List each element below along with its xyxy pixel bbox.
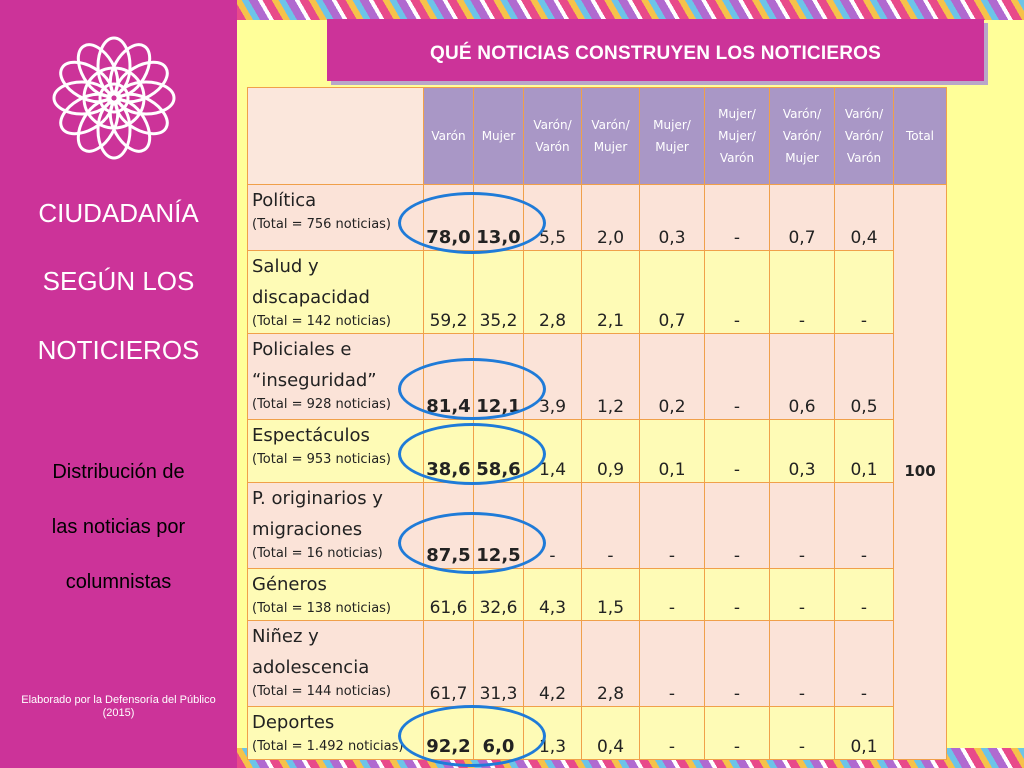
side-subtitle-line-2: las noticias por	[51, 516, 186, 538]
credit-line-2: (2015)	[102, 707, 135, 719]
column-header-line: Mujer	[593, 140, 628, 154]
category-cell	[248, 707, 424, 760]
value-cell: -	[640, 707, 705, 760]
column-header-line: Mujer	[655, 140, 689, 154]
category-total: (Total = 1.492 noticias)	[252, 739, 404, 754]
value-cell: 0,4	[582, 707, 640, 760]
decorative-pattern-top	[237, 0, 1024, 20]
category-cell	[248, 185, 424, 251]
value-cell: 0,4	[835, 185, 894, 251]
value-cell: 5,5	[524, 185, 582, 251]
category-total: (Total = 142 noticias)	[252, 314, 392, 329]
category-cell	[248, 334, 424, 420]
value-cell: 0,1	[640, 420, 705, 483]
value-cell: 1,3	[524, 707, 582, 760]
value-cell: 0,3	[640, 185, 705, 251]
category-name: Política	[252, 190, 317, 211]
table-row	[248, 420, 947, 483]
value-cell: -	[640, 483, 705, 569]
value-cell: -	[770, 569, 835, 621]
value-cell: 35,2	[474, 251, 524, 334]
category-name: Géneros	[252, 574, 327, 595]
category-name: Salud y discapacidad	[252, 256, 370, 308]
table-body	[248, 185, 947, 760]
column-header-line: Mujer/	[653, 118, 691, 132]
value-cell: 4,2	[524, 621, 582, 707]
total-cell: 100	[894, 185, 947, 760]
value-cell: 0,9	[582, 420, 640, 483]
column-header	[894, 88, 947, 185]
table-row	[248, 334, 947, 420]
column-header-line: Mujer	[785, 151, 819, 165]
value-cell: 12,5	[474, 483, 524, 569]
column-header	[640, 88, 705, 185]
category-total: (Total = 756 noticias)	[252, 217, 392, 232]
value-cell: 61,6	[424, 569, 474, 621]
value-cell: 6,0	[474, 707, 524, 760]
value-cell: 0,7	[770, 185, 835, 251]
value-cell: -	[835, 621, 894, 707]
column-header-line: Mujer/	[718, 107, 756, 121]
value-cell: 58,6	[474, 420, 524, 483]
value-cell: 2,8	[524, 251, 582, 334]
category-name: Espectáculos	[252, 425, 370, 446]
table-row	[248, 483, 947, 569]
side-title-line-1: CIUDADANÍA	[38, 198, 199, 228]
value-cell: -	[582, 483, 640, 569]
column-header	[524, 88, 582, 185]
column-header-line: Mujer/	[718, 129, 756, 143]
value-cell: -	[705, 707, 770, 760]
category-name: P. originarios y migraciones	[252, 488, 383, 540]
column-header-line: Varón	[719, 151, 755, 165]
value-cell: 0,7	[640, 251, 705, 334]
value-cell: -	[835, 483, 894, 569]
value-cell: -	[705, 569, 770, 621]
category-name: Policiales e “inseguridad”	[252, 339, 377, 391]
value-cell: 31,3	[474, 621, 524, 707]
value-cell: -	[770, 483, 835, 569]
category-total: (Total = 928 noticias)	[252, 397, 392, 412]
category-name: Deportes	[252, 712, 335, 733]
value-cell: -	[524, 483, 582, 569]
value-cell: 12,1	[474, 334, 524, 420]
side-subtitle-line-3: columnistas	[65, 571, 172, 593]
category-total: (Total = 138 noticias)	[252, 601, 392, 616]
value-cell: -	[705, 621, 770, 707]
category-cell	[248, 569, 424, 621]
value-cell: 92,2	[424, 707, 474, 760]
column-header	[474, 88, 524, 185]
column-header	[770, 88, 835, 185]
value-cell: -	[705, 483, 770, 569]
table-row	[248, 251, 947, 334]
column-header-line: Varón/	[782, 107, 822, 121]
value-cell: 0,6	[770, 334, 835, 420]
news-distribution-table	[247, 87, 947, 760]
value-cell: -	[705, 334, 770, 420]
column-header-line: Varón	[431, 129, 466, 143]
page-title: QUÉ NOTICIAS CONSTRUYEN LOS NOTICIEROS	[430, 43, 881, 64]
column-header-line: Varón	[535, 140, 570, 154]
value-cell: -	[705, 420, 770, 483]
flower-logo-icon	[52, 36, 176, 160]
value-cell: -	[770, 251, 835, 334]
value-cell: -	[705, 185, 770, 251]
header-banner	[327, 19, 984, 81]
column-header-line: Varón	[846, 151, 882, 165]
value-cell: 1,5	[582, 569, 640, 621]
table-corner-cell	[248, 88, 424, 185]
value-cell: 81,4	[424, 334, 474, 420]
category-cell	[248, 420, 424, 483]
data-table-wrapper	[247, 87, 946, 757]
side-subtitle-line-1: Distribución de	[52, 461, 185, 483]
column-header-line: Varón/	[844, 129, 884, 143]
value-cell: 0,5	[835, 334, 894, 420]
value-cell: 87,5	[424, 483, 474, 569]
value-cell: 2,8	[582, 621, 640, 707]
column-header-line: Mujer	[481, 129, 516, 143]
value-cell: -	[705, 251, 770, 334]
value-cell: 1,2	[582, 334, 640, 420]
column-header-line: Varón/	[591, 118, 630, 132]
category-total: (Total = 953 noticias)	[252, 452, 392, 467]
value-cell: -	[835, 251, 894, 334]
side-title-line-2: SEGÚN LOS	[42, 266, 195, 296]
table-row	[248, 569, 947, 621]
table-header-row	[248, 88, 947, 185]
left-panel	[0, 0, 237, 768]
table-row	[248, 707, 947, 760]
value-cell: 0,2	[640, 334, 705, 420]
value-cell: 3,9	[524, 334, 582, 420]
column-header-line: Varón/	[782, 129, 822, 143]
value-cell: 78,0	[424, 185, 474, 251]
table-row	[248, 185, 947, 251]
value-cell: 61,7	[424, 621, 474, 707]
value-cell: 32,6	[474, 569, 524, 621]
side-title-line-3: NOTICIEROS	[37, 335, 200, 365]
value-cell: -	[835, 569, 894, 621]
column-header-line: Varón/	[533, 118, 572, 132]
category-total: (Total = 16 noticias)	[252, 546, 383, 561]
value-cell: 2,1	[582, 251, 640, 334]
column-header-line: Varón/	[844, 107, 884, 121]
value-cell: 4,3	[524, 569, 582, 621]
column-header	[582, 88, 640, 185]
value-cell: 0,3	[770, 420, 835, 483]
value-cell: 38,6	[424, 420, 474, 483]
value-cell: -	[640, 569, 705, 621]
value-cell: 1,4	[524, 420, 582, 483]
category-cell	[248, 251, 424, 334]
category-total: (Total = 144 noticias)	[252, 684, 392, 699]
value-cell: 59,2	[424, 251, 474, 334]
value-cell: 0,1	[835, 420, 894, 483]
value-cell: 0,1	[835, 707, 894, 760]
value-cell: -	[640, 621, 705, 707]
value-cell: 2,0	[582, 185, 640, 251]
column-header	[424, 88, 474, 185]
column-header-line: Total	[905, 129, 935, 143]
category-cell	[248, 621, 424, 707]
category-name: Niñez y adolescencia	[252, 626, 370, 678]
value-cell: -	[770, 707, 835, 760]
table-row	[248, 621, 947, 707]
credit-note	[0, 694, 237, 720]
value-cell: -	[770, 621, 835, 707]
value-cell: 13,0	[474, 185, 524, 251]
credit-line-1: Elaborado por la Defensoría del Público	[21, 694, 216, 706]
column-header	[835, 88, 894, 185]
category-cell	[248, 483, 424, 569]
column-header	[705, 88, 770, 185]
